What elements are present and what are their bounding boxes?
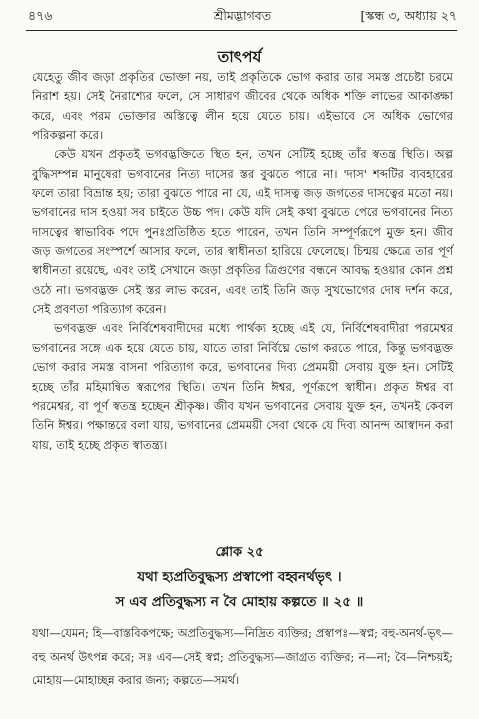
page-number: ৪৭৬ — [28, 8, 53, 23]
purport-title: তাৎপর্য — [217, 47, 262, 66]
purport-paragraph-2: কেউ যখন প্রকৃতই ভগবদ্ভক্তিতে স্থিত হন, তখন সেটিই হচ্ছে তাঁর স্বতন্ত্র স্থিতি। অল্প বুদ্ধিসম্পন্ন মানুষেরা ভগবানের নিত্য দাসের স্তর বুঝতে পারে না। 'দাস' শব্দটির ব্যবহারের ফলে তারা বিভ্রান্ত হয়; তারা বুঝতে পারে না যে, এই দাসত্ব জড় জগতের দাসত্বের মতো নয়। ভগবানের দাস হওয়া সব চাইতে উচ্চ পদ। কেউ যদি সেই কথা বুঝতে পেরে ভগবানের নিত্য দাসত্বের স্বাভাবিক পদে পুনঃপ্রতিষ্ঠিত হতে পারেন, তখন তিনি সম্পূর্ণরূপে মুক্ত হন। জীব জড় জগতের সংস্পর্শে আসার ফলে, তার স্বাধীনতা হারিয়ে ফেলেছে। চিন্ময় ক্ষেত্রে তার পূর্ণ স্বাধীনতা রয়েছে, এবং তাই সেখানে জড়া প্রকৃতির ত্রিগুণের বন্ধনে আবদ্ধ হওয়ার কোন প্রশ্ন ওঠে না। ভগবদ্ভক্ত সেই স্তর লাভ করেন, এবং তাই তিনি জড় সুখভোগের দোষ দর্শন করে, সেই প্রবণতা পরিত্যাগ করেন। — [32, 147, 453, 317]
section-reference: [স্কন্ধ ৩, অধ্যায় ২৭ — [360, 8, 457, 23]
verse-line-1: যথা হ্যপ্রতিবুদ্ধস্য প্রস্বাপো বহ্বনর্থভৃৎ । — [137, 569, 342, 585]
purport-body — [32, 68, 453, 455]
verse-line-2: স এব প্রতিবুদ্ধস্য ন বৈ মোহায় কল্পতে ॥ ২৫ ॥ — [115, 594, 364, 610]
purport-paragraph-1: যেহেতু জীব জড়া প্রকৃতির ভোক্তা নয়, তাই প্রকৃতিকে ভোগ করার তার সমস্ত প্রচেষ্টা চরমে নিরাশ হয়। সেই নৈরাশ্যের ফলে, সে সাধারণ জীবের থেকে অধিক শক্তি লাভের আকাঙ্ক্ষা করে, এবং পরম ভোক্তার অস্তিত্বে লীন হয়ে যেতে চায়। এইভাবে সে অধিক ভোগের পরিকল্পনা করে। — [32, 70, 453, 143]
purport-paragraph-3: ভগবদ্ভক্ত এবং নির্বিশেষবাদীদের মধ্যে পার্থক্য হচ্ছে এই যে, নির্বিশেষবাদীরা পরমেশ্বর ভগবানের সঙ্গে এক হয়ে যেতে চায়, যাতে তারা নির্বিঘ্নে ভোগ করতে পারে, কিন্তু ভগবদ্ভক্ত ভোগ করার সমস্ত বাসনা পরিত্যাগ করে, ভগবানের দিব্য প্রেমময়ী সেবায় যুক্ত হন। সেটিই হচ্ছে তাঁর মহিমান্বিত স্বরূপের স্থিতি। তখন তিনি ঈশ্বর, পূর্ণরূপে স্বাধীন। প্রকৃত ঈশ্বর বা পরমেশ্বর, বা পূর্ণ স্বতন্ত্র হচ্ছেন শ্রীকৃষ্ণ। জীব যখন ভগবানের সেবায় যুক্ত হন, তখনই কেবল তিনি ঈশ্বর। পক্ষান্তরে বলা যায়, ভগবানের প্রেমময়ী সেবা থেকে যে দিব্য আনন্দ আস্বাদন করা যায়, তাই হচ্ছে প্রকৃত স্বাতন্ত্র্য। — [32, 321, 453, 452]
book-title: শ্রীমদ্ভাগবত — [213, 8, 272, 23]
header-rule — [26, 30, 457, 31]
running-header — [28, 8, 457, 28]
verse-heading: শ্লোক ২৫ — [215, 545, 264, 560]
word-synonyms: যথা—যেমন; হি—বাস্তবিকপক্ষে; অপ্রতিবুদ্ধস্য—নিদ্রিত ব্যক্তির; প্রস্বাপঃ—স্বপ্ন; বহু-অনর্থ-ভৃৎ—বহু অনর্থ উৎপন্ন করে; সঃ এব—সেই স্বপ্ন; প্রতিবুদ্ধস্য—জাগ্রত ব্যক্তির; ন—না; বৈ—নিশ্চয়ই; মোহায়—মোহাচ্ছন্ন করার জন্য; কল্পতে—সমর্থ। — [32, 626, 453, 687]
